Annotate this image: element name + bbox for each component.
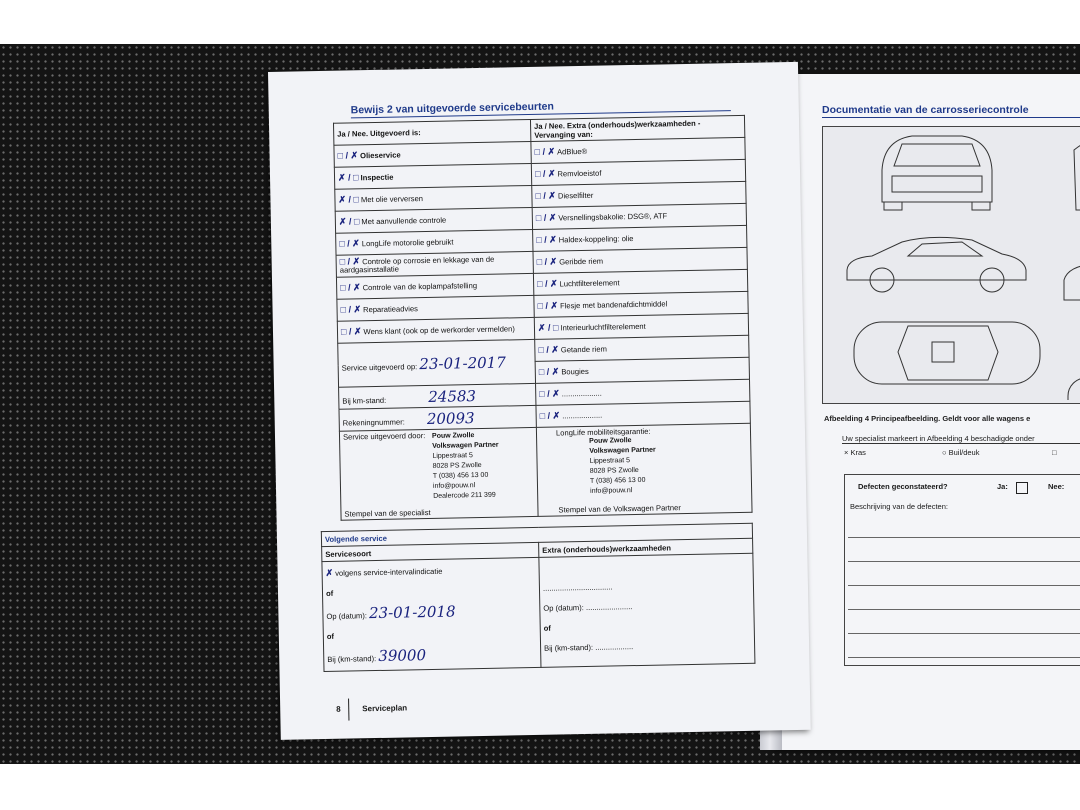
col2-row: □ / ✗ Versnellingsbakolie: DSG®, ATF: [532, 203, 746, 229]
left-page: [268, 62, 811, 740]
page-number: 8: [336, 704, 341, 714]
col2-row: □ / ✗ Remvloeistof: [531, 159, 745, 185]
mark-instruction: Uw specialist markeert in Afbeelding 4 beschadigde onder: [842, 434, 1080, 444]
col1-row: □ / ✗ Reparatieadvies: [337, 295, 534, 321]
col1-row: □ / ✗ Controle op corrosie en lekkage van de aardgasinstallatie: [336, 251, 533, 277]
next-date-handwritten: 23-01-2018: [368, 602, 456, 623]
col2-row: □ / ✗ ...................: [536, 401, 750, 427]
col1-row: ✗ / □ Met olie verversen: [335, 185, 532, 211]
defects-ja: Ja:: [997, 482, 1008, 491]
col2-row: □ / ✗ Luchtfilterelement: [533, 269, 747, 295]
defects-label: Defecten geconstateerd?: [858, 482, 948, 491]
col2-row: □ / ✗ Haldex-koppeling: olie: [533, 225, 747, 251]
footer-label: Serviceplan: [362, 703, 408, 714]
col2-row: □ / ✗ Flesje met bandenafdichtmiddel: [534, 291, 748, 317]
invoice-handwritten: 20093: [426, 408, 475, 428]
bottom-white-bar: [0, 764, 1080, 810]
col2-row: □ / ✗ Getande riem: [535, 335, 749, 361]
km-cell: Bij km-stand: 24583: [339, 383, 536, 409]
col1-row: □ / ✗ Olieservice: [334, 141, 531, 167]
col2-row: □ / ✗ Dieselfilter: [532, 181, 746, 207]
right-page: [772, 74, 1080, 750]
service-date-handwritten: 23-01-2017: [419, 352, 506, 373]
defects-nee: Nee:: [1048, 482, 1065, 491]
next-service-title: Volgende service: [321, 523, 752, 546]
dealer-stamp-right: Pouw Zwolle Volkswagen Partner Lippestraat 5 8028 PS Zwolle T (038) 456 13 00 info@pouw.nl: [589, 437, 656, 495]
col2-row: □ / ✗ ...................: [536, 379, 750, 405]
next-col1-header: Servicesoort: [322, 542, 539, 561]
legend-buil: ○ Buil/deuk: [942, 448, 980, 457]
next-service-right: ................................. Op (datum): ...................... of Bij (km-stand): ..................: [539, 553, 755, 667]
col2-row: □ / ✗ AdBlue®: [531, 137, 745, 163]
car-rear-view: [872, 130, 1002, 214]
figure-caption: Afbeelding 4 Principeafbeelding. Geldt voor alle wagens e: [824, 414, 1031, 423]
stamp-cell-left: Service uitgevoerd door: Pouw Zwolle Volkswagen Partner Lippestraat 5 8028 PS Zwolle T (038) 456 13 00 info@pouw.nl Dealercode 211 399 Stempel van de specialist: [339, 427, 538, 520]
car-side-view: [842, 230, 1032, 294]
next-service-table: [321, 523, 756, 672]
stamp-cell-right: LongLife mobiliteitsgarantie: Pouw Zwolle Volkswagen Partner Lippestraat 5 8028 PS Zwolle T (038) 456 13 00 info@pouw.nl Stempel van de Volkswagen Partner: [536, 423, 752, 516]
car-front-partial: [1044, 130, 1080, 400]
invoice-cell: Rekeningnummer: 20093: [339, 405, 536, 431]
col2-header: Ja / Nee. Extra (onderhouds)werkzaamheden - Vervanging van:: [530, 115, 744, 141]
defects-lines: [848, 514, 1080, 664]
col2-row: □ / ✗ Geribde riem: [533, 247, 747, 273]
next-service-left: ✗ volgens service-intervalindicatie of Op (datum): 23-01-2018 of Bij (km-stand): 39000: [322, 557, 541, 671]
col1-row: ✗ / □ Inspectie: [334, 163, 531, 189]
col1-row: □ / ✗ Controle van de koplampafstelling: [336, 273, 533, 299]
col1-row: □ / ✗ Wens klant (ook op de werkorder vermelden): [337, 317, 534, 343]
col2-row: ✗ / □ Interieurluchtfilterelement: [534, 313, 748, 339]
defects-ja-checkbox[interactable]: [1016, 482, 1028, 494]
car-top-view: [848, 314, 1048, 392]
legend-kras: × Kras: [844, 448, 866, 457]
col1-row: □ / ✗ LongLife motorolie gebruikt: [336, 229, 533, 255]
next-col2-header: Extra (onderhouds)werkzaamheden: [539, 538, 753, 557]
km-handwritten: 24583: [428, 386, 477, 406]
legend-box: □: [1052, 448, 1057, 457]
next-km-handwritten: 39000: [378, 646, 427, 665]
left-page-title: Bewijs 2 van uitgevoerde servicebeurten: [351, 97, 731, 118]
dealer-stamp-left: Pouw Zwolle Volkswagen Partner Lippestraat 5 8028 PS Zwolle T (038) 456 13 00 info@pouw.nl Dealercode 211 399: [431, 432, 499, 500]
col2-row: □ / ✗ Bougies: [535, 357, 749, 383]
col1-header: Ja / Nee. Uitgevoerd is:: [333, 119, 530, 145]
footer-divider: [348, 699, 349, 721]
defects-description-label: Beschrijving van de defecten:: [850, 502, 948, 511]
right-page-title: Documentatie van de carrosseriecontrole: [822, 104, 1080, 118]
top-white-bar: [0, 0, 1080, 44]
col1-row: ✗ / □ Met aanvullende controle: [335, 207, 532, 233]
service-table: [333, 115, 753, 521]
service-date-cell: Service uitgevoerd op: 23-01-2017: [338, 339, 536, 387]
